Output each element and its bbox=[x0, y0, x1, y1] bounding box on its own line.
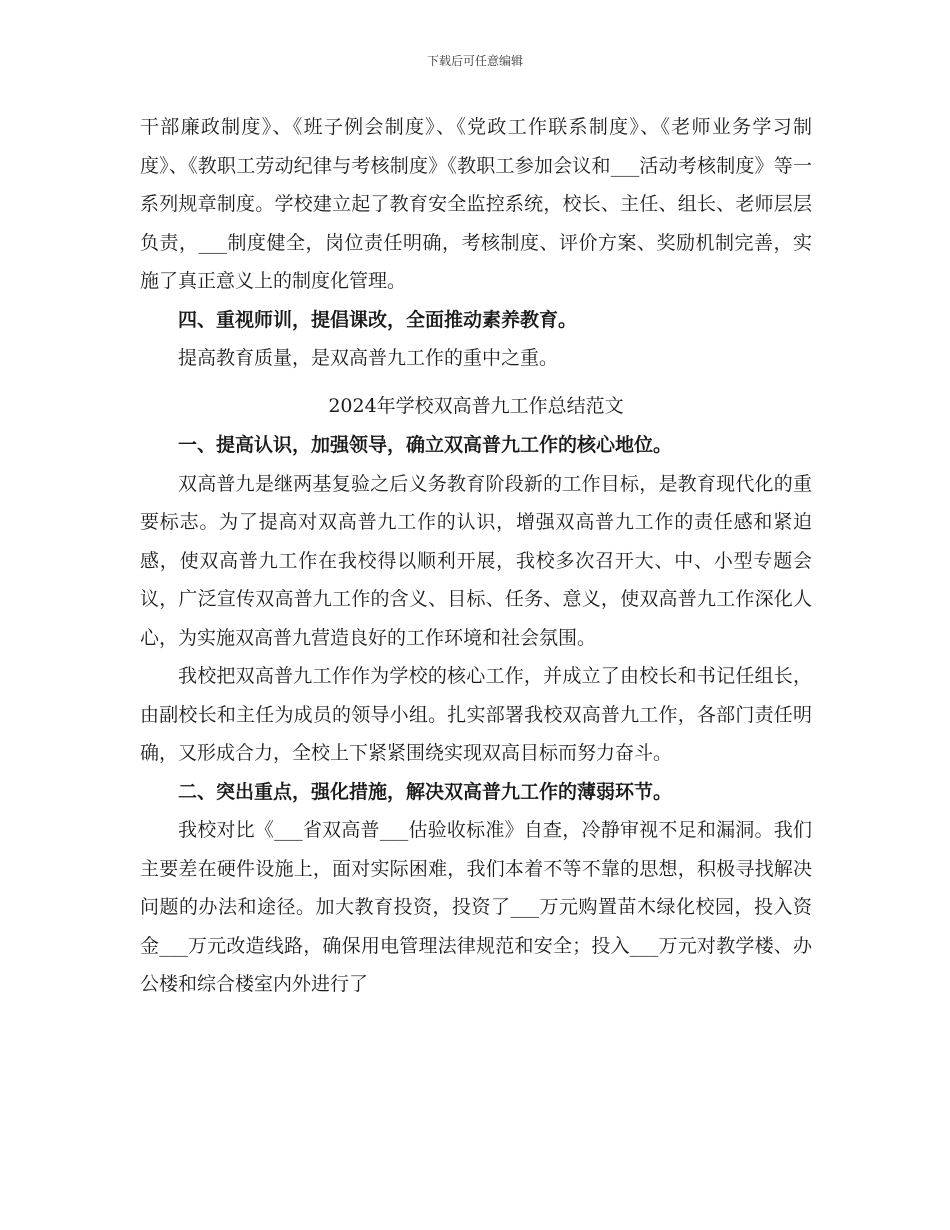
paragraph-regulations: 干部廉政制度》、《班子例会制度》、《党政工作联系制度》、《老师业务学习制度》、《教职工劳动纪律与考核制度》《教职工参加会议和___活动考核制度》等一系列规章制度。学校建立起了教育安全监控系统，校长、主任、组长、老师层层负责，___制度健全，岗位责任明确，考核制度、评价方案、奖励机制完善，实施了真正意义上的制度化管理。 bbox=[140, 116, 812, 292]
document-body bbox=[140, 108, 812, 1004]
section-heading-one: 一、提高认识，加强领导，确立双高普九工作的核心地位。 bbox=[178, 434, 673, 456]
paragraph-quality: 提高教育质量，是双高普九工作的重中之重。 bbox=[178, 347, 559, 369]
page-header-note: 下载后可任意编辑 bbox=[426, 54, 523, 68]
paragraph-goal: 双高普九是继两基复验之后义务教育阶段新的工作目标，是教育现代化的重要标志。为了提高对双高普九工作的认识，增强双高普九工作的责任感和紧迫感，使双高普九工作在我校得以顺利开展，我校多次召开大、中、小型专题会议，广泛宣传双高普九工作的含义、目标、任务、意义，使双高普九工作深化人心，为实施双高普九营造良好的工作环境和社会氛围。 bbox=[140, 472, 812, 649]
paragraph-measures: 我校对比《___省双高普___估验收标准》自查，冷静审视不足和漏洞。我们主要差在硬件设施上，面对实际困难，我们本着不等不靠的思想，积极寻找解决问题的办法和途径。加大教育投资，投资了___万元购置苗木绿化校园，投入资金___万元改造线路，确保用电管理法律规范和安全；投入___万元对教学楼、办公楼和综合楼室内外进行了 bbox=[140, 819, 812, 995]
document-title: 2024年学校双高普九工作总结范文 bbox=[328, 394, 624, 417]
paragraph-leadership: 我校把双高普九工作作为学校的核心工作，并成立了由校长和书记任组长，由副校长和主任为成员的领导小组。扎实部署我校双高普九工作，各部门责任明确，又形成合力，全校上下紧紧围绕实现双高目标而努力奋斗。 bbox=[140, 665, 812, 764]
section-heading-four: 四、重视师训，提倡课改，全面推动素养教育。 bbox=[178, 308, 578, 331]
section-heading-two: 二、突出重点，强化措施，解决双高普九工作的薄弱环节。 bbox=[178, 780, 673, 803]
